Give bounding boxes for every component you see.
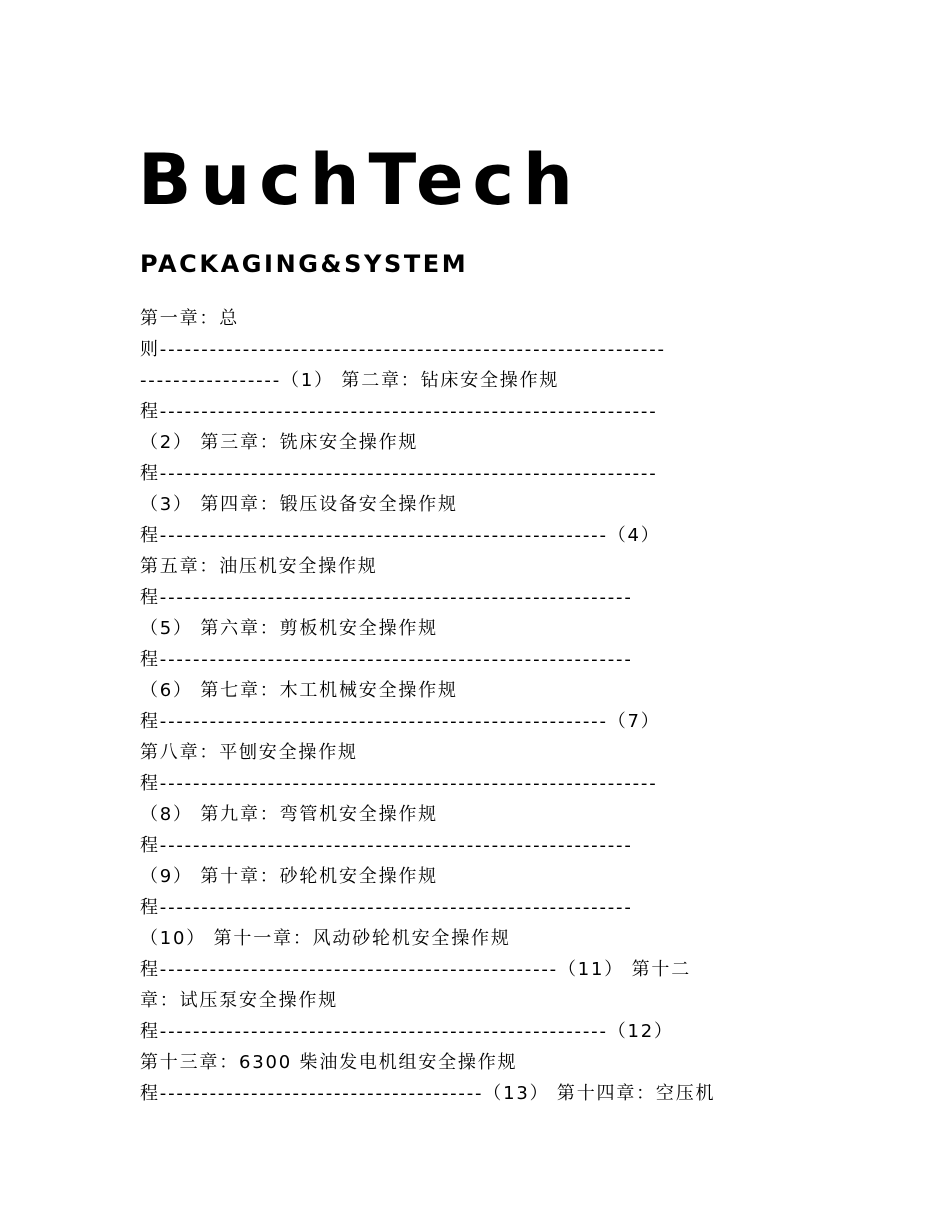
toc-line: （10） 第十一章：风动砂轮机安全操作规 xyxy=(140,928,511,949)
toc-line: 程------------------------------------------------------------ xyxy=(140,773,658,794)
toc-line: 程--------------------------------------------------------- xyxy=(140,897,633,918)
toc-line: （5） 第六章：剪板机安全操作规 xyxy=(140,618,438,639)
brand-tagline: PACKAGING&SYSTEM xyxy=(140,250,469,278)
toc-line: 程---------------------------------------（13） 第十四章：空压机 xyxy=(140,1083,716,1104)
toc-line: 程--------------------------------------------------------- xyxy=(140,587,633,608)
toc-line: 第一章：总 xyxy=(140,308,239,329)
toc-line: 程------------------------------------------------------（7） xyxy=(140,711,661,732)
toc-line: 程------------------------------------------------------（12） xyxy=(140,1021,674,1042)
toc-line: 第十三章：6300 柴油发电机组安全操作规 xyxy=(140,1052,518,1073)
toc-line: （6） 第七章：木工机械安全操作规 xyxy=(140,680,458,701)
toc-line: 程------------------------------------------------（11） 第十二 xyxy=(140,959,691,980)
brand-title: BuchTech xyxy=(138,139,582,221)
toc-line: 第五章：油压机安全操作规 xyxy=(140,556,378,577)
toc-line: （9） 第十章：砂轮机安全操作规 xyxy=(140,866,438,887)
toc-line: 章：试压泵安全操作规 xyxy=(140,990,338,1011)
toc-line: 程------------------------------------------------------（4） xyxy=(140,525,661,546)
toc-line: 程------------------------------------------------------------ xyxy=(140,463,658,484)
toc-line: （2） 第三章：铣床安全操作规 xyxy=(140,432,419,453)
toc-line: 第八章：平刨安全操作规 xyxy=(140,742,358,763)
toc-line: 则------------------------------------------------------------- xyxy=(140,339,666,360)
toc-line: （8） 第九章：弯管机安全操作规 xyxy=(140,804,438,825)
toc-line: （3） 第四章：锻压设备安全操作规 xyxy=(140,494,458,515)
toc-line: 程------------------------------------------------------------ xyxy=(140,401,658,422)
toc-line: -----------------（1） 第二章：钻床安全操作规 xyxy=(140,370,560,391)
toc-line: 程--------------------------------------------------------- xyxy=(140,835,633,856)
toc-line: 程--------------------------------------------------------- xyxy=(140,649,633,670)
table-of-contents xyxy=(140,303,820,1109)
